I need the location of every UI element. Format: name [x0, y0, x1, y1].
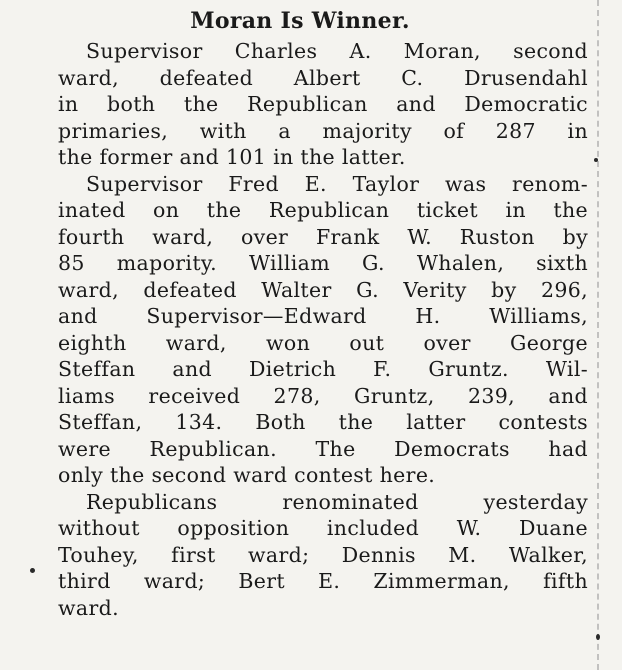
text-line: were Republican. The Democrats had — [58, 436, 588, 461]
text-line: ward. — [58, 595, 119, 620]
article-body — [58, 38, 588, 621]
print-speck — [594, 158, 598, 162]
column-rule — [597, 0, 599, 670]
paragraph-1 — [58, 38, 588, 171]
text-line: liams received 278, Gruntz, 239, and — [58, 383, 588, 408]
text-line: Supervisor Fred E. Taylor was renom- — [86, 171, 588, 196]
paragraph-3 — [58, 489, 588, 622]
text-line: Steffan, 134. Both the latter contests — [58, 410, 588, 434]
text-line: without opposition included W. Duane — [58, 516, 588, 540]
text-line: only the second ward contest here. — [58, 463, 436, 487]
text-line: fourth ward, over Frank W. Ruston by — [58, 224, 588, 249]
text-line: ward, defeated Walter G. Verity by 296, — [58, 277, 588, 302]
print-speck — [596, 634, 600, 640]
text-line: Republicans renominated yesterday — [86, 489, 588, 514]
print-speck — [30, 568, 35, 573]
text-line: the former and 101 in the latter. — [58, 145, 406, 169]
text-line: third ward; Bert E. Zimmerman, fifth — [58, 569, 588, 593]
text-line: Steffan and Dietrich F. Gruntz. Wil- — [58, 357, 588, 381]
text-line: ward, defeated Albert C. Drusendahl — [58, 65, 588, 90]
text-line: inated on the Republican ticket in the — [58, 198, 588, 222]
headline: Moran Is Winner. — [190, 8, 410, 34]
text-line: in both the Republican and Democratic — [58, 92, 588, 116]
text-line: eighth ward, won out over George — [58, 330, 588, 355]
text-line: primaries, with a majority of 287 in — [58, 118, 588, 143]
text-line: Touhey, first ward; Dennis M. Walker, — [58, 542, 588, 567]
text-line: Supervisor Charles A. Moran, second — [86, 39, 588, 63]
text-line: 85 mapority. William G. Whalen, sixth — [58, 251, 588, 275]
paragraph-2 — [58, 171, 588, 489]
text-line: and Supervisor—Edward H. Williams, — [58, 304, 588, 328]
